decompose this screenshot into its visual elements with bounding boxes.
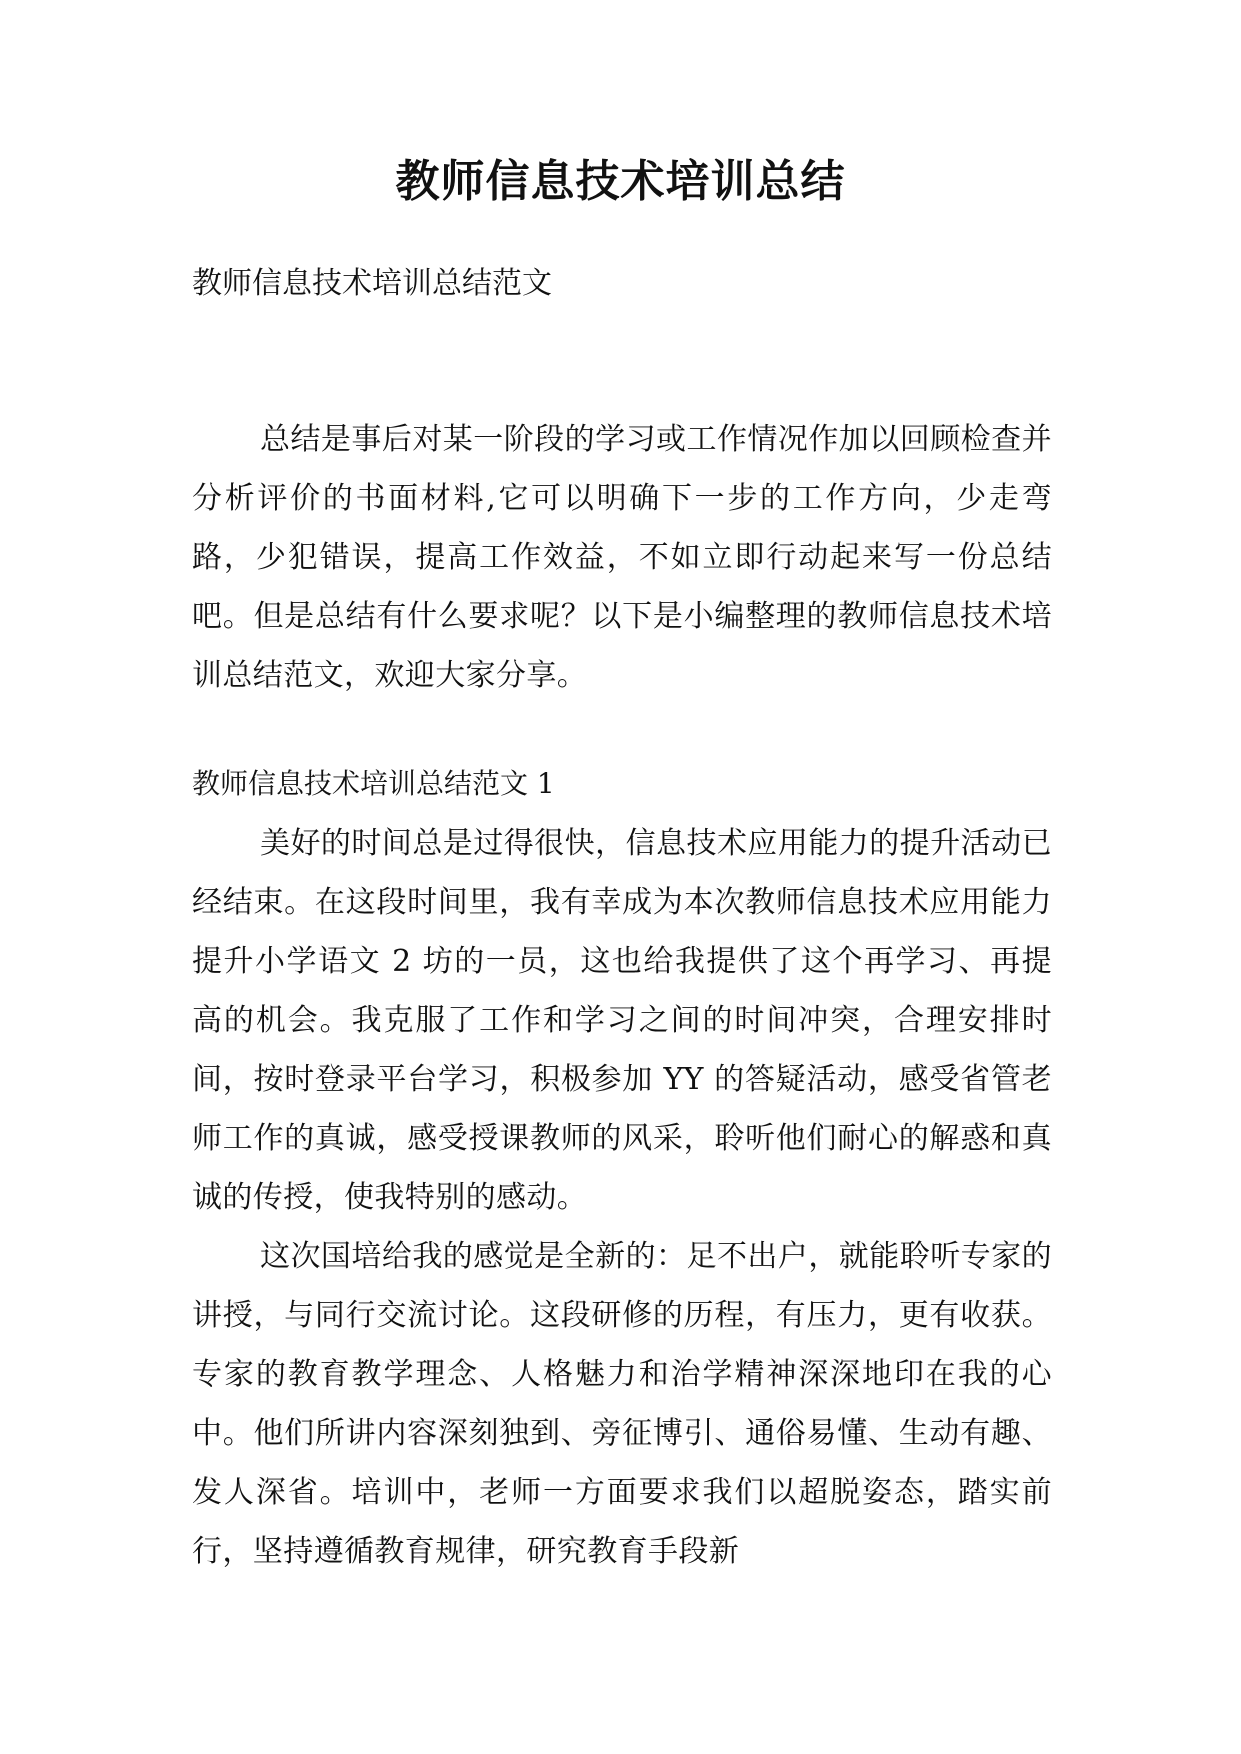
section-heading: 教师信息技术培训总结范文 1 [192, 767, 555, 800]
body-paragraph-1: 美好的时间总是过得很快，信息技术应用能力的提升活动已经结束。在这段时间里，我有幸成为本次教师信息技术应用能力提升小学语文 2 坊的一员，这也给我提供了这个再学习、再提高的机会。我克服了工作和学习之间的时间冲突，合理安排时间，按时登录平台学习，积极参加 YY 的答疑活动，感受省管老师工作的真诚，感受授课教师的风采，聆听他们耐心的解惑和真诚的传授，使我特别的感动。 [192, 826, 1052, 1215]
document-subtitle: 教师信息技术培训总结范文 [192, 266, 552, 301]
intro-paragraph: 总结是事后对某一阶段的学习或工作情况作加以回顾检查并分析评价的书面材料,它可以明确下一步的工作方向，少走弯路，少犯错误，提高工作效益，不如立即行动起来写一份总结吧。但是总结有什么要求呢？以下是小编整理的教师信息技术培训总结范文，欢迎大家分享。 [192, 422, 1052, 693]
section-body [192, 814, 1052, 1581]
document-title: 教师信息技术培训总结 [395, 156, 846, 207]
body-paragraph-2: 这次国培给我的感觉是全新的：足不出户，就能聆听专家的讲授，与同行交流讨论。这段研修的历程，有压力，更有收获。专家的教育教学理念、人格魅力和治学精神深深地印在我的心中。他们所讲内容深刻独到、旁征博引、通俗易懂、生动有趣、发人深省。培训中，老师一方面要求我们以超脱姿态，踏实前行，坚持遵循教育规律，研究教育手段新 [192, 1239, 1052, 1569]
